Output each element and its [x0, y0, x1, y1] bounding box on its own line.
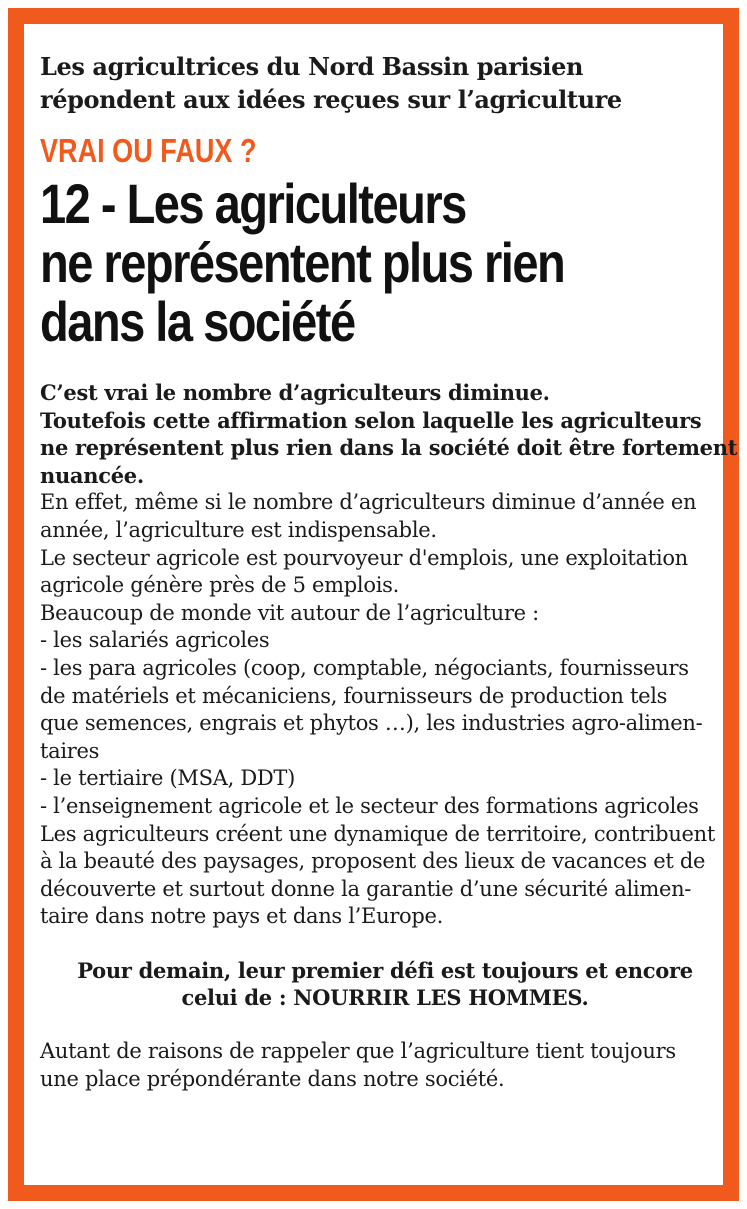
body-line: Le secteur agricole est pourvoyeur d'emplois, une exploitation [40, 545, 688, 570]
body-line: découverte et surtout donne la garantie d’une sécurité alimen- [40, 876, 692, 901]
article-body [40, 379, 738, 1093]
intro-line: Les agricultrices du Nord Bassin parisien [40, 52, 584, 81]
body-line: - les para agricoles (coop, comptable, négociants, fournisseurs [40, 655, 689, 680]
closing-line: Pour demain, leur premier défi est toujours et encore [77, 957, 693, 983]
kicker-label: VRAI OU FAUX ? [40, 132, 257, 169]
final-paragraph [40, 1038, 730, 1093]
body-line: année, l’agriculture est indispensable. [40, 517, 437, 542]
body-line: de matériels et mécaniciens, fournisseurs de production tels [40, 683, 668, 708]
final-line: Autant de raisons de rappeler que l’agriculture tient toujours [40, 1039, 676, 1064]
closing-line: celui de : NOURRIR LES HOMMES. [181, 985, 589, 1011]
final-line: une place prépondérante dans notre société. [40, 1066, 505, 1091]
article-frame [8, 8, 739, 1201]
body-line: - le tertiaire (MSA, DDT) [40, 766, 296, 791]
headline-line: 12 - Les agriculteurs [40, 172, 466, 235]
lead-line: Toutefois cette affirmation selon laquelle les agriculteurs [40, 407, 702, 433]
body-line: que semences, engrais et phytos …), les industries agro-alimen- [40, 711, 703, 736]
body-line: taire dans notre pays et dans l’Europe. [40, 904, 444, 929]
lead-line: ne représentent plus rien dans la société doit être fortement [40, 435, 738, 461]
closing-statement [40, 957, 730, 1012]
headline [40, 174, 729, 351]
headline-line: ne représentent plus rien [40, 231, 565, 294]
body-line: Beaucoup de monde vit autour de l’agriculture : [40, 600, 539, 625]
body-line: à la beauté des paysages, proposent des lieux de vacances et de [40, 849, 706, 874]
body-line: taires [40, 738, 100, 763]
lead-paragraph [40, 379, 738, 489]
body-line: En effet, même si le nombre d’agriculteurs diminue d’année en [40, 490, 697, 515]
lead-line: C’est vrai le nombre d’agriculteurs diminue. [40, 380, 550, 405]
body-line: agricole génère près de 5 emplois. [40, 573, 399, 598]
body-line: - l’enseignement agricole et le secteur des formations agricoles [40, 793, 699, 818]
lead-line: nuancée. [40, 462, 144, 488]
article-content [40, 50, 738, 1093]
headline-line: dans la société [40, 290, 355, 353]
intro-line: répondent aux idées reçues sur l’agriculture [40, 85, 622, 114]
body-line: Les agriculteurs créent une dynamique de territoire, contribuent [40, 821, 716, 846]
body-line: - les salariés agricoles [40, 628, 270, 653]
intro-heading [40, 50, 730, 116]
body-paragraph [40, 489, 730, 931]
